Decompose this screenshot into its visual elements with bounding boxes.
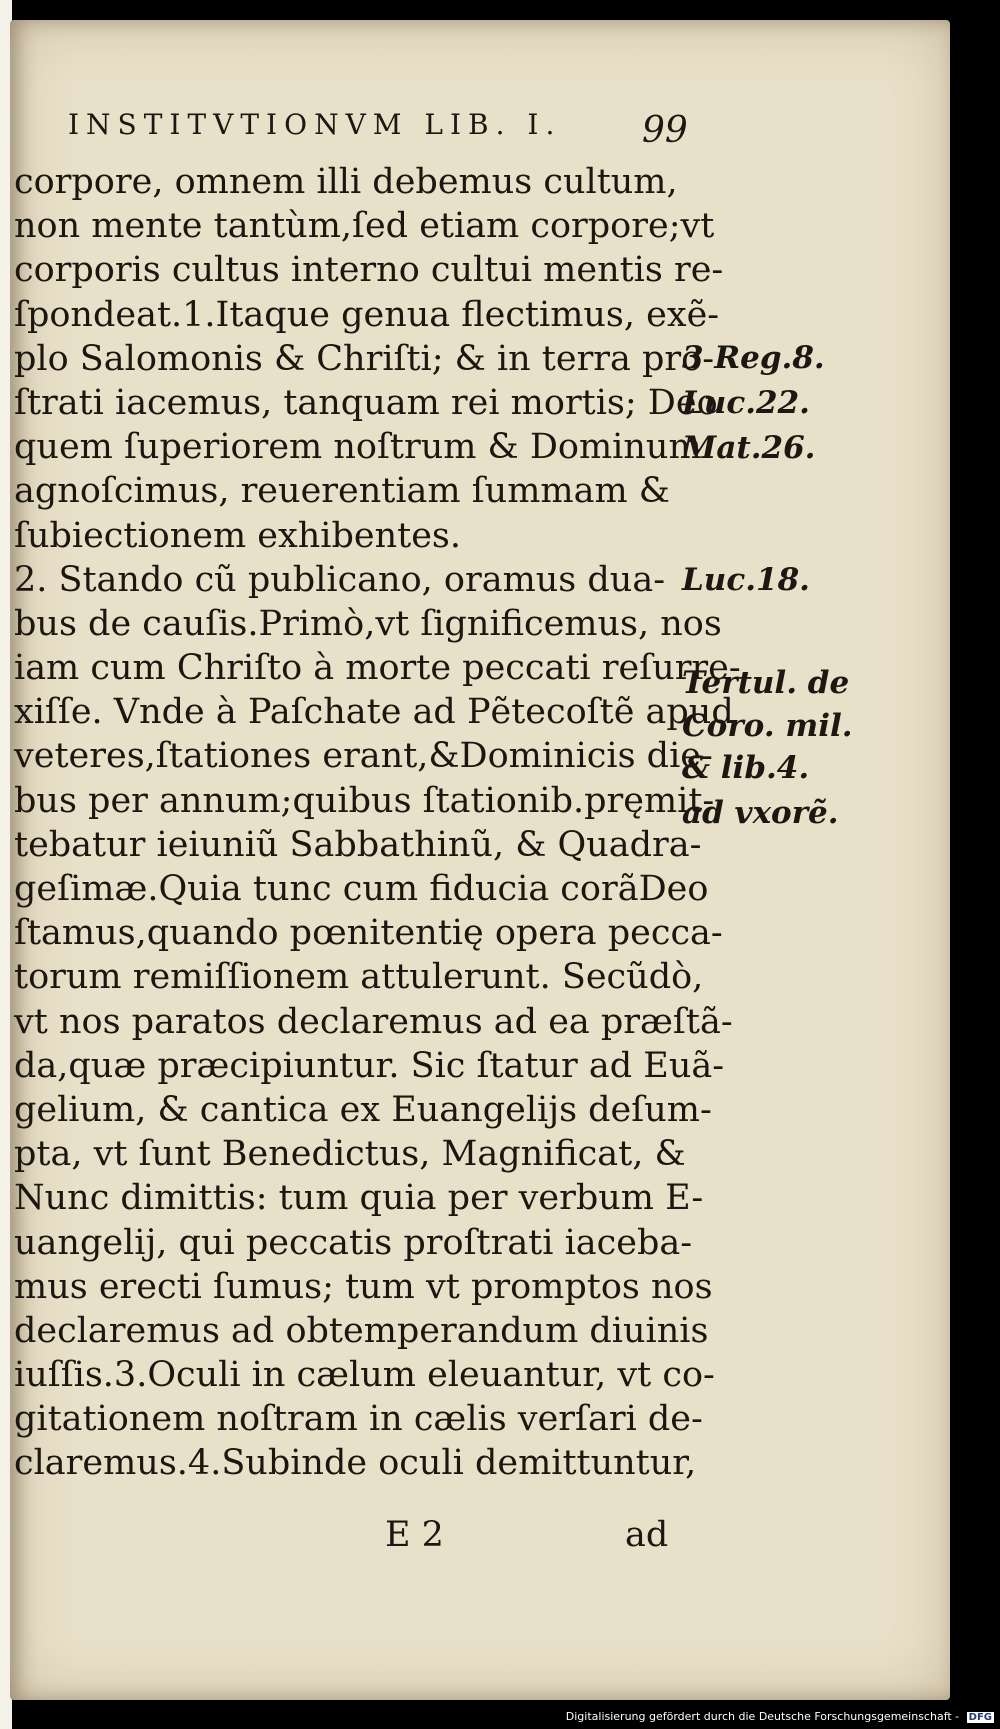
text-line: non mente tantùm,ſed etiam corpore;vt xyxy=(14,206,715,247)
text-line: declaremus ad obtemperandum diuinis xyxy=(14,1310,709,1351)
text-line: iuſſis.3.Oculi in cælum eleuantur, vt co- xyxy=(14,1355,715,1396)
page-number: 99 xyxy=(642,110,688,151)
text-line: vt nos paratos declaremus ad ea præſtã- xyxy=(14,1001,733,1042)
text-line: 2. Stando cũ publicano, oramus dua- xyxy=(14,559,666,600)
text-line: xiſſe. Vnde à Paſchate ad Pẽtecoſtẽ apud xyxy=(14,692,734,733)
margin-note: Coro. mil. xyxy=(682,708,853,744)
catchword: ad xyxy=(625,1515,669,1555)
text-line: corporis cultus interno cultui mentis re- xyxy=(14,250,724,291)
credit-text: Digitalisierung gefördert durch die Deutsche Forschungsgemeinschaft - xyxy=(565,1710,960,1723)
digitization-credit xyxy=(566,1710,994,1723)
signature-mark: E 2 xyxy=(385,1515,444,1555)
text-line: quem ſuperiorem noſtrum & Dominum xyxy=(14,427,702,468)
running-title: INSTITVTIONVM LIB. I. xyxy=(68,108,562,141)
text-line: Nunc dimittis: tum quia per verbum E- xyxy=(14,1178,704,1219)
margin-note: ad vxorẽ. xyxy=(682,795,839,831)
text-line: mus erecti ſumus; tum vt promptos nos xyxy=(14,1266,713,1307)
text-line: gelium, & cantica ex Euangelijs deſum- xyxy=(14,1089,712,1130)
text-line: ſtamus,quando pœnitentię opera pecca- xyxy=(14,913,723,954)
text-line: pta, vt ſunt Benedictus, Magnificat, & xyxy=(14,1134,686,1175)
text-line: ſpondeat.1.Itaque genua flectimus, exẽ- xyxy=(14,294,720,335)
text-line: gitationem noſtram in cælis verſari de- xyxy=(14,1399,703,1440)
text-line: veteres,ſtationes erant,&Dominicis die- xyxy=(14,736,713,777)
text-line: agnoſcimus, reuerentiam ſummam & xyxy=(14,471,670,512)
text-line: uangelij, qui peccatis proſtrati iaceba- xyxy=(14,1222,693,1263)
text-line: geſimæ.Quia tunc cum fiducia corãDeo xyxy=(14,869,709,909)
text-line: da,quæ præcipiuntur. Sic ſtatur ad Euã- xyxy=(14,1045,725,1086)
text-line: ſubiectionem exhibentes. xyxy=(14,515,462,556)
margin-note: Luc.22. xyxy=(682,385,810,421)
text-line: corpore, omnem illi debemus cultum, xyxy=(14,162,678,202)
text-line: claremus.4.Subinde oculi demittuntur, xyxy=(14,1443,697,1484)
text-line: bus per annum;quibus ſtationib.pręmit- xyxy=(14,780,715,821)
margin-note: Tertul. de xyxy=(682,665,850,701)
margin-note: 3 Reg.8. xyxy=(682,340,825,376)
text-line: torum remiſſionem attulerunt. Secũdò, xyxy=(14,957,704,998)
margin-note: Mat.26. xyxy=(682,430,816,466)
text-line: plo Salomonis & Chriſti; & in terra pro- xyxy=(14,338,715,379)
text-line: tebatur ieiuniũ Sabbathinũ, & Quadra- xyxy=(14,824,702,865)
margin-note: Luc.18. xyxy=(682,562,810,598)
main-text xyxy=(14,160,741,1486)
dfg-logo: DFG xyxy=(968,1712,992,1723)
text-line: bus de cauſis.Primò,vt ſignificemus, nos xyxy=(14,603,722,644)
text-line: iam cum Chriſto à morte peccati reſurre- xyxy=(14,648,741,689)
margin-note: & lib.4. xyxy=(682,750,810,786)
text-line: ſtrati iacemus, tanquam rei mortis; Deo xyxy=(14,382,718,423)
